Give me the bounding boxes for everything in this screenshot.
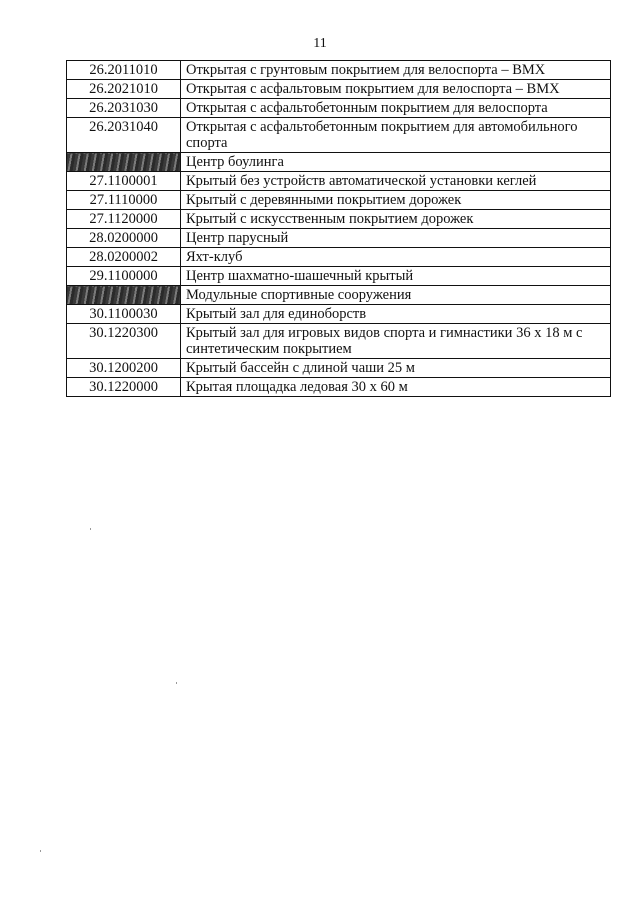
description-cell: Крытая площадка ледовая 30 x 60 м: [181, 378, 611, 397]
description-cell: Крытый без устройств автоматической установки кеглей: [181, 172, 611, 191]
table-row: [67, 229, 611, 248]
group-title-cell: Центр боулинга: [181, 153, 611, 172]
table-row: [67, 191, 611, 210]
table-row: [67, 61, 611, 80]
description-cell: Крытый зал для игровых видов спорта и гимнастики 36 x 18 м с синтетическим покрытием: [181, 324, 611, 359]
code-cell: 27.1120000: [67, 210, 181, 229]
table-row: [67, 210, 611, 229]
facility-code-table: [66, 60, 611, 397]
group-code-cell: [67, 153, 181, 172]
table-row: [67, 267, 611, 286]
description-cell: Центр парусный: [181, 229, 611, 248]
code-cell: 28.0200000: [67, 229, 181, 248]
description-cell: Крытый зал для единоборств: [181, 305, 611, 324]
table-group-row: [67, 153, 611, 172]
code-cell: 26.2031040: [67, 118, 181, 153]
code-cell: 26.2011010: [67, 61, 181, 80]
code-cell: 26.2021010: [67, 80, 181, 99]
code-cell: 28.0200002: [67, 248, 181, 267]
description-cell: Открытая с асфальтобетонным покрытием для автомобильного спорта: [181, 118, 611, 153]
scan-speck: [176, 682, 177, 684]
table-row: [67, 324, 611, 359]
scan-speck: [40, 850, 41, 852]
table-row: [67, 118, 611, 153]
code-cell: 30.1100030: [67, 305, 181, 324]
table-body: [67, 61, 611, 397]
table-row: [67, 248, 611, 267]
code-cell: 27.1100001: [67, 172, 181, 191]
table-row: [67, 359, 611, 378]
description-cell: Яхт-клуб: [181, 248, 611, 267]
description-cell: Крытый с деревянными покрытием дорожек: [181, 191, 611, 210]
code-cell: 29.1100000: [67, 267, 181, 286]
table-row: [67, 99, 611, 118]
description-cell: Центр шахматно-шашечный крытый: [181, 267, 611, 286]
table-row: [67, 305, 611, 324]
description-cell: Крытый бассейн с длиной чаши 25 м: [181, 359, 611, 378]
table-row: [67, 80, 611, 99]
table-group-row: [67, 286, 611, 305]
page-number: 11: [313, 36, 327, 51]
table-row: [67, 378, 611, 397]
code-cell: 30.1220300: [67, 324, 181, 359]
table-row: [67, 172, 611, 191]
description-cell: Открытая с асфальтовым покрытием для велоспорта – BMX: [181, 80, 611, 99]
code-cell: 30.1200200: [67, 359, 181, 378]
group-title-cell: Модульные спортивные сооружения: [181, 286, 611, 305]
description-cell: Открытая с грунтовым покрытием для велоспорта – BMX: [181, 61, 611, 80]
description-cell: Открытая с асфальтобетонным покрытием для велоспорта: [181, 99, 611, 118]
code-cell: 30.1220000: [67, 378, 181, 397]
scan-speck: [90, 528, 91, 530]
code-cell: 26.2031030: [67, 99, 181, 118]
code-cell: 27.1110000: [67, 191, 181, 210]
description-cell: Крытый с искусственным покрытием дорожек: [181, 210, 611, 229]
group-code-cell: [67, 286, 181, 305]
